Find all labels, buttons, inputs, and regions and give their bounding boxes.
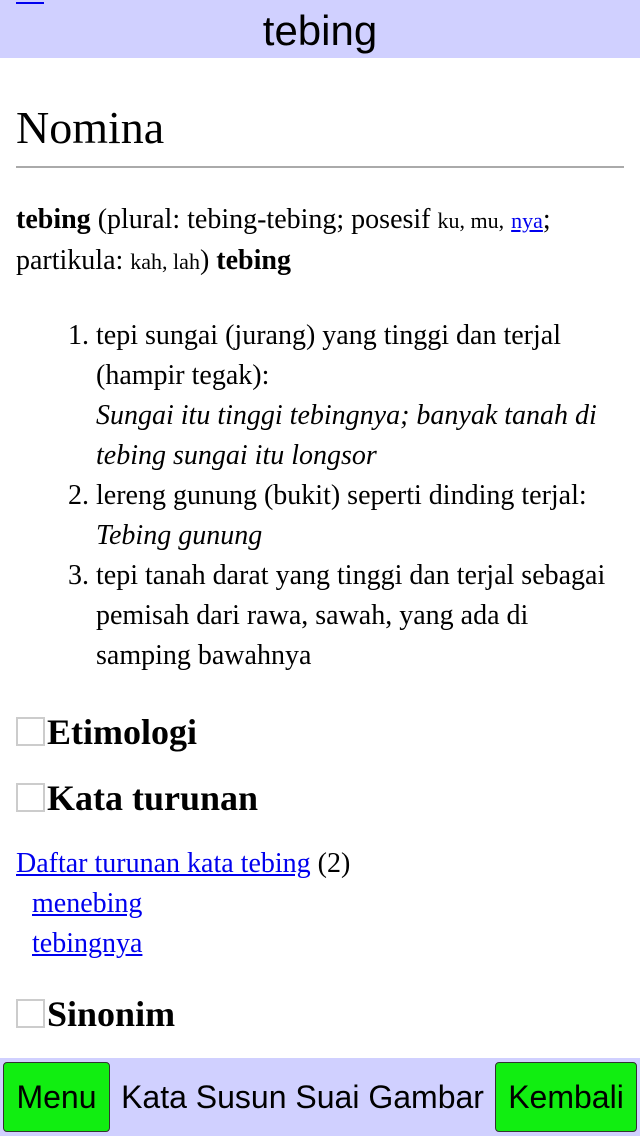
derived-words-title: Kata turunan <box>47 778 259 818</box>
page-title: tebing <box>262 7 378 54</box>
sense-item <box>96 476 624 556</box>
checkbox-icon[interactable] <box>16 717 45 746</box>
synonym-title: Sinonim <box>47 994 176 1034</box>
derived-words-toggle[interactable] <box>16 778 624 818</box>
sense-definition: tepi sungai (jurang) yang tinggi dan terjal (hampir tegak): <box>96 320 561 391</box>
close-paren: ) <box>199 245 217 276</box>
sense-list <box>16 316 624 676</box>
possessive-label: ; posesif <box>336 204 438 235</box>
bottom-toolbar <box>0 1058 640 1136</box>
particle-label: ; partikula: <box>16 204 551 276</box>
sense-example: Tebing gunung <box>96 520 263 551</box>
back-button[interactable]: Kembali <box>495 1062 637 1132</box>
plural-prefix: (plural: <box>97 204 188 235</box>
top-link[interactable] <box>16 0 44 4</box>
particle-forms: kah, lah <box>130 249 200 274</box>
possessive-link-nya[interactable]: nya <box>511 208 543 233</box>
derived-word-link[interactable]: menebing <box>32 888 143 919</box>
top-bar <box>0 0 640 58</box>
sense-definition: tepi tanah darat yang tinggi dan terjal sebagai pemisah dari rawa, sawah, yang ada di samping bawahnya <box>96 560 606 671</box>
menu-button[interactable]: Menu <box>3 1062 110 1132</box>
derived-list-link[interactable]: Daftar turunan kata tebing <box>16 848 311 879</box>
plural-form: tebing-tebing <box>187 204 337 235</box>
headword-repeat: tebing <box>216 245 291 276</box>
synonym-toggle[interactable] <box>16 994 624 1034</box>
footer-title: Kata Susun Suai Gambar <box>121 1078 484 1115</box>
sense-item <box>96 316 624 476</box>
headword: tebing <box>16 204 91 235</box>
sense-item <box>96 556 624 676</box>
etymology-toggle[interactable] <box>16 712 624 752</box>
checkbox-icon[interactable] <box>16 783 45 812</box>
sense-definition: lereng gunung (bukit) seperti dinding terjal: <box>96 480 587 511</box>
headword-line <box>16 200 624 282</box>
derived-words-list <box>16 844 624 964</box>
entry-content <box>16 58 624 1058</box>
checkbox-icon[interactable] <box>16 999 45 1028</box>
derived-count: (2) <box>310 848 351 879</box>
section-title-nomina: Nomina <box>16 102 624 168</box>
possessive-forms: ku, mu, <box>437 208 505 233</box>
sense-example: Sungai itu tinggi tebingnya; banyak tanah di tebing sungai itu longsor <box>96 400 597 471</box>
etymology-title: Etimologi <box>47 712 197 752</box>
derived-word-link[interactable]: tebingnya <box>32 928 143 959</box>
